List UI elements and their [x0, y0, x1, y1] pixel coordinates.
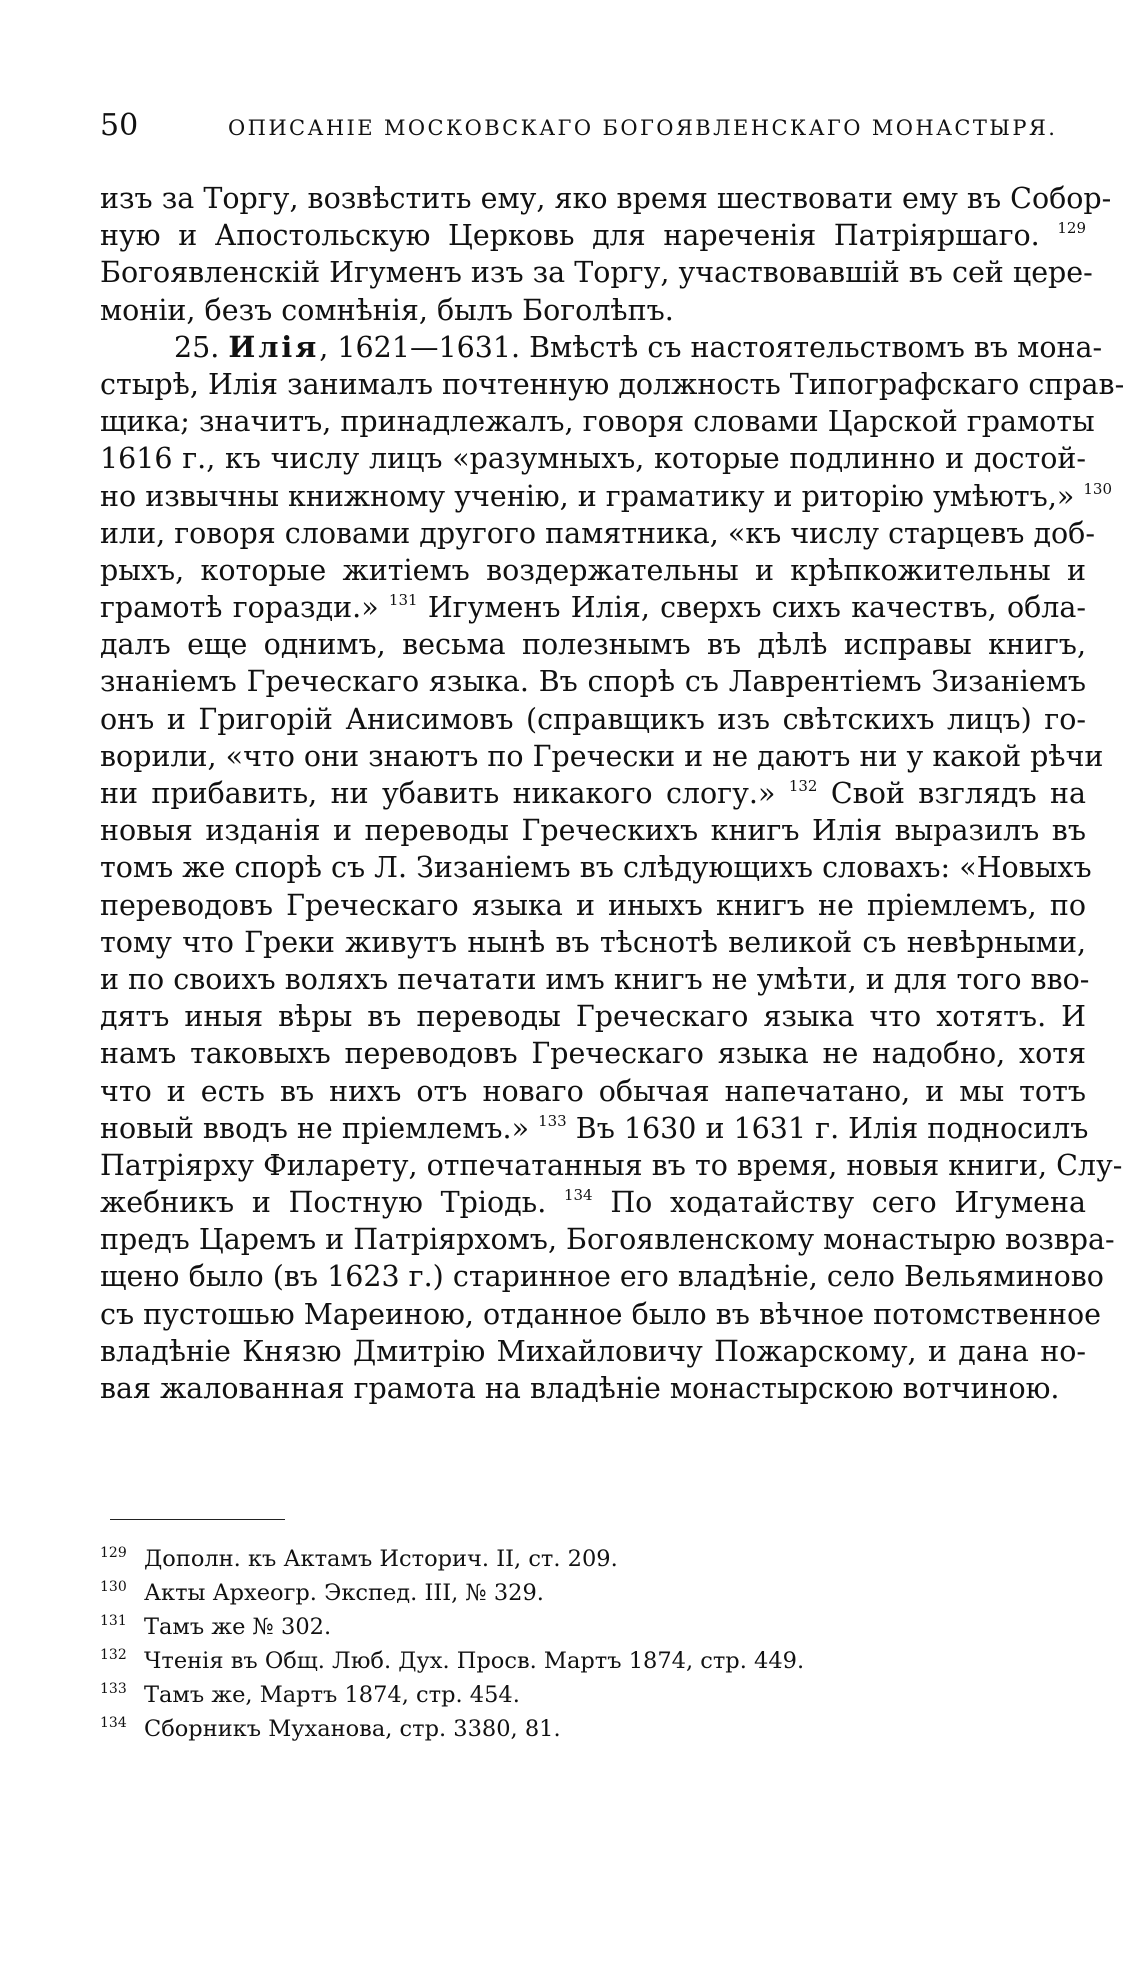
text-run: знаніемъ Греческаго языка. Въ спорѣ съ Лаврентіемъ Зизаніемъ [100, 665, 1086, 699]
text-run: 25. [174, 330, 229, 364]
text-run: Илія [228, 329, 320, 364]
text-line [100, 1221, 1115, 1258]
footnote-text: Сборникъ Муханова, стр. 3380, 81. [144, 1716, 561, 1742]
footnote: 133 Тамъ же, Мартъ 1874, стр. 454. [100, 1681, 520, 1708]
text-run: вая жалованная грамота на владѣніе монастырскою вотчиною. [100, 1372, 1060, 1405]
text-line [100, 478, 1113, 515]
text-line [100, 329, 1103, 366]
text-run: рыхъ, которые житіемъ воздержательны и крѣпкожительны и [100, 553, 1086, 587]
page-header [100, 106, 1060, 146]
body-text [100, 180, 1125, 1407]
text-line [100, 998, 1086, 1035]
text-line [100, 1110, 1089, 1147]
footnote-separator [110, 1519, 285, 1520]
footnote-text: Акты Археогр. Экспед. III, № 329. [144, 1580, 544, 1606]
text-line [100, 589, 1086, 626]
text-run: дятъ иныя вѣры въ переводы Греческаго языка что хотятъ. И [100, 1000, 1086, 1034]
text-run: онъ и Григорій Анисимовъ (справщикъ изъ свѣтскихъ лицъ) го- [100, 702, 1086, 736]
footnote-ref: 131 [388, 591, 418, 610]
text-run: новый вводъ не пріемлемъ.» [100, 1111, 539, 1145]
footnote-ref: 132 [788, 777, 818, 795]
footnote: 129 Дополн. къ Актамъ Историч. II, ст. 209. [100, 1545, 618, 1572]
text-line [100, 1147, 1123, 1184]
text-run: тому что Греки живутъ нынѣ въ тѣснотѣ великой съ невѣрными, [100, 925, 1086, 959]
text-run: томъ же спорѣ съ Л. Зизаніемъ въ слѣдующихъ словахъ: «Новыхъ [100, 851, 1092, 885]
text-run: щика; значитъ, принадлежалъ, говоря словами Царской грамоты [100, 405, 1095, 439]
text-line [100, 924, 1086, 961]
footnote-text: Чтенія въ Общ. Люб. Дух. Просв. Мартъ 1874, стр. 449. [144, 1648, 805, 1674]
text-run: намъ таковыхъ переводовъ Греческаго языка не надобно, хотя [100, 1037, 1086, 1071]
text-run: ную и Апостольскую Церковь для нареченія Патріяршаго. [100, 219, 1058, 253]
text-run: и по своихъ воляхъ печатати имъ книгъ не умѣти, и для того вво- [100, 962, 1090, 996]
text-line [100, 887, 1086, 924]
text-run: предъ Царемъ и Патріярхомъ, Богоявленскому монастырю возвра- [100, 1223, 1115, 1257]
text-run: , 1621—1631. Вмѣстѣ съ настоятельствомъ въ мона- [319, 330, 1103, 364]
text-line [100, 849, 1092, 886]
text-run: что и есть въ нихъ отъ новаго обычая напечатано, и мы тотъ [100, 1074, 1086, 1108]
text-run: переводовъ Греческаго языка и иныхъ книгъ не пріемлемъ, по [100, 888, 1086, 922]
text-line [100, 626, 1086, 663]
text-line [100, 1258, 1104, 1295]
text-line [100, 217, 1086, 254]
text-run: стырѣ, Илія занималъ почтенную должность Типографскаго справ- [100, 367, 1125, 401]
text-line [100, 292, 1086, 329]
text-run: жебникъ и Постную Тріодь. [100, 1186, 564, 1220]
footnote-ref: 129 [1057, 219, 1086, 238]
text-run: или, говоря словами другого памятника, «къ числу старцевъ доб- [100, 516, 1095, 550]
footnote: 130 Акты Археогр. Экспед. III, № 329. [100, 1579, 544, 1606]
text-line [100, 738, 1104, 775]
footnotes [100, 1542, 1000, 1746]
text-line [100, 663, 1086, 700]
text-line [100, 403, 1095, 440]
text-run: 1616 г., къ числу лицъ «разумныхъ, которые подлинно и достой- [100, 442, 1086, 476]
text-line [100, 701, 1086, 738]
text-line [100, 1073, 1086, 1110]
footnote-text: Дополн. къ Актамъ Историч. II, ст. 209. [144, 1546, 618, 1572]
text-line [100, 1333, 1086, 1370]
text-run: Игуменъ Илія, сверхъ сихъ качествъ, обла- [417, 591, 1086, 625]
text-line [100, 440, 1086, 477]
text-run: грамотѣ горазди.» [100, 591, 389, 625]
footnote: 134 Сборникъ Муханова, стр. 3380, 81. [100, 1715, 561, 1742]
text-line [100, 180, 1112, 217]
text-run: щено было (въ 1623 г.) старинное его владѣніе, село Вельяминово [100, 1260, 1104, 1294]
running-title: ОПИСАНІЕ МОСКОВСКАГО БОГОЯВЛЕНСКАГО МОНАСТЫРЯ. [228, 116, 1058, 140]
text-run: но извычны книжному ученію, и граматику и риторію умѣютъ,» [100, 479, 1084, 513]
text-run: ворили, «что они знаютъ по Гречески и не даютъ ни у какой рѣчи [100, 739, 1104, 773]
footnote-ref: 130 [1083, 479, 1113, 498]
text-run: владѣніе Князю Дмитрію Михайловичу Пожарскому, и дана но- [100, 1334, 1086, 1368]
text-line [100, 1035, 1086, 1072]
footnote-ref: 134 [563, 1186, 593, 1205]
page-number: 50 [100, 108, 139, 143]
text-run: ни прибавить, ни убавить никакого слогу.» [100, 777, 789, 810]
text-run: моніи, безъ сомнѣнія, былъ Боголѣпъ. [100, 293, 674, 327]
text-run: Свой взглядъ на [817, 777, 1086, 810]
footnote: 132 Чтенія въ Общ. Люб. Дух. Просв. Мартъ 1874, стр. 449. [100, 1647, 805, 1674]
text-line [100, 961, 1090, 998]
text-line [100, 1296, 1102, 1333]
text-line [100, 552, 1086, 589]
text-line [100, 254, 1093, 291]
text-line [100, 515, 1095, 552]
text-line [100, 1184, 1086, 1221]
text-line [100, 812, 1086, 849]
text-run: съ пустошью Мареиною, отданное было въ вѣчное потомственное [100, 1297, 1102, 1331]
footnote-text: Тамъ же № 302. [144, 1614, 332, 1640]
text-line [100, 775, 1086, 812]
text-run: далъ еще однимъ, весьма полезнымъ въ дѣлѣ исправы книгъ, [100, 628, 1086, 662]
text-run: По ходатайству сего Игумена [592, 1186, 1086, 1220]
text-run: Патріярху Филарету, отпечатанныя въ то время, новыя книги, Слу- [100, 1148, 1123, 1182]
text-run: новыя изданія и переводы Греческихъ книгъ Илія выразилъ въ [100, 814, 1086, 848]
text-run: Богоявленскій Игуменъ изъ за Торгу, участвовавшій въ сей цере- [100, 256, 1093, 290]
text-line [100, 366, 1125, 403]
footnote-ref: 133 [538, 1111, 567, 1130]
footnote: 131 Тамъ же № 302. [100, 1613, 332, 1640]
text-run: Въ 1630 и 1631 г. Илія подносилъ [566, 1111, 1089, 1145]
text-line [100, 1370, 1086, 1407]
footnote-text: Тамъ же, Мартъ 1874, стр. 454. [144, 1682, 520, 1708]
text-run: изъ за Торгу, возвѣстить ему, яко время шествовати ему въ Собор- [100, 182, 1112, 215]
